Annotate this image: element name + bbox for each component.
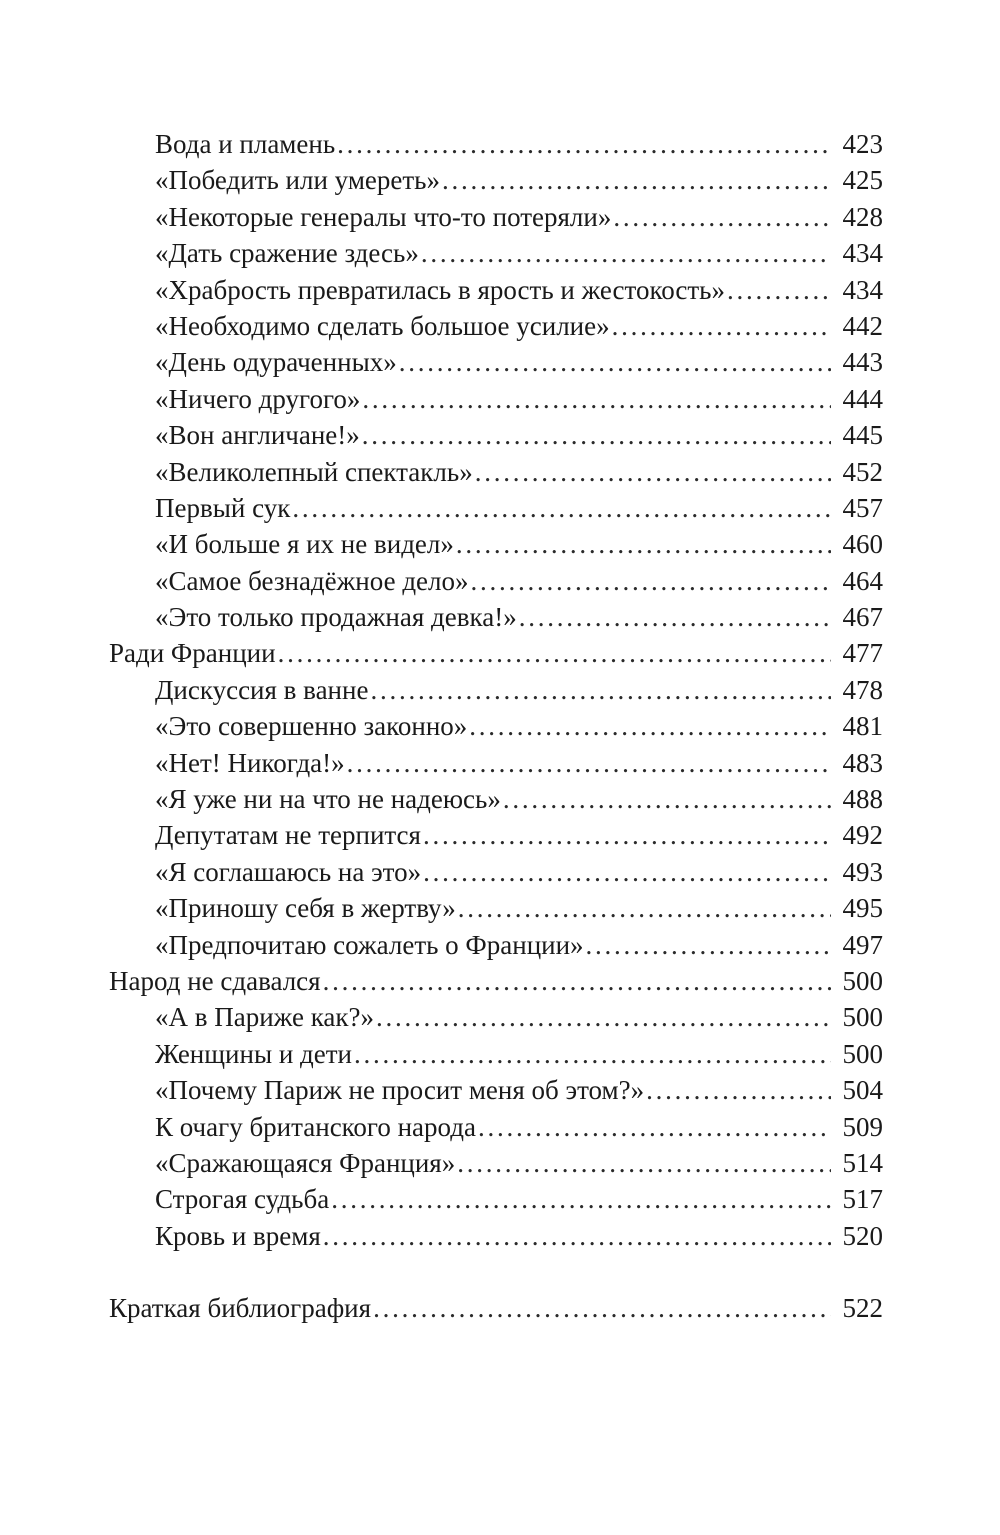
toc-entry-page-number: 495 <box>842 893 883 924</box>
toc-subsection-entry <box>109 344 883 380</box>
toc-entry-page-number: 483 <box>842 747 883 778</box>
toc-entry-title: «А в Париже как?» <box>155 1002 375 1033</box>
toc-entry-title: «Это совершенно законно» <box>155 711 468 742</box>
toc-entry-page-number: 445 <box>842 420 883 451</box>
toc-entry-page-number: 425 <box>842 165 883 196</box>
dot-leader <box>457 1145 831 1181</box>
toc-bibliography-entry <box>109 1290 883 1326</box>
toc-entry-page-number: 477 <box>842 638 883 669</box>
dot-leader <box>354 1036 831 1072</box>
toc-entry-page-number: 428 <box>842 201 883 232</box>
toc-entry-title: «Предпочитаю сожалеть о Франции» <box>155 929 584 960</box>
toc-entry-title: «Необходимо сделать большое усилие» <box>155 310 610 341</box>
toc-section-entry <box>109 635 883 671</box>
dot-leader <box>347 745 831 781</box>
toc-entry-page-number: 509 <box>842 1111 883 1142</box>
dot-leader <box>362 381 831 417</box>
dot-leader <box>323 1218 831 1254</box>
toc-entry-page-number: 492 <box>842 820 883 851</box>
toc-entry-page-number: 434 <box>842 274 883 305</box>
dot-leader <box>421 235 831 271</box>
dot-leader <box>292 490 831 526</box>
dot-leader <box>323 963 831 999</box>
toc-entry-title: Депутатам не терпится <box>155 820 421 851</box>
toc-entry-page-number: 488 <box>842 784 883 815</box>
toc-entry-title: «Почему Париж не просит меня об этом?» <box>155 1075 645 1106</box>
toc-entry-title: «Дать сражение здесь» <box>155 238 419 269</box>
toc-entry-page-number: 517 <box>842 1184 883 1215</box>
toc-entry-title: Первый сук <box>155 492 291 523</box>
toc-entry-page-number: 434 <box>842 238 883 269</box>
dot-leader <box>586 927 831 963</box>
toc-entry-title: «Я соглашаюсь на это» <box>155 856 422 887</box>
dot-leader <box>646 1072 831 1108</box>
dot-leader <box>376 999 831 1035</box>
toc-entry-title: Краткая библиография <box>109 1293 372 1324</box>
dot-leader <box>362 417 831 453</box>
toc-entry-title: Строгая судьба <box>155 1184 330 1215</box>
toc-entry-page-number: 460 <box>842 529 883 560</box>
dot-leader <box>370 672 831 708</box>
toc-entry-title: Дискуссия в ванне <box>155 674 369 705</box>
toc-entry-title: «День одураченных» <box>155 347 397 378</box>
toc-subsection-entry <box>109 817 883 853</box>
toc-subsection-entry <box>109 199 883 235</box>
toc-entry-title: «Самое безнадёжное дело» <box>155 565 469 596</box>
dot-leader <box>612 308 831 344</box>
toc-entry-title: «Это только продажная девка!» <box>155 602 517 633</box>
toc-subsection-entry <box>109 927 883 963</box>
toc-subsection-entry <box>109 854 883 890</box>
toc-entry-page-number: 522 <box>842 1293 883 1324</box>
toc-entry-title: Вода и пламень <box>155 129 336 159</box>
dot-leader <box>456 526 831 562</box>
dot-leader <box>423 854 831 890</box>
toc-entry-page-number: 504 <box>842 1075 883 1106</box>
toc-entry-page-number: 500 <box>842 1038 883 1069</box>
toc-entry-title: «Вон англичане!» <box>155 420 360 451</box>
toc-subsection-entry <box>109 1145 883 1181</box>
toc-subsection-entry <box>109 1109 883 1145</box>
dot-leader <box>519 599 831 635</box>
toc-subsection-entry <box>109 1072 883 1108</box>
toc-entry-page-number: 500 <box>842 965 883 996</box>
toc-subsection-entry <box>109 308 883 344</box>
dot-leader <box>278 635 831 671</box>
toc-entry-page-number: 514 <box>842 1147 883 1178</box>
toc-entry-title: «Нет! Никогда!» <box>155 747 345 778</box>
dot-leader <box>613 199 831 235</box>
toc-entry-title: «Храбрость превратилась в ярость и жестокость» <box>155 274 725 305</box>
dot-leader <box>727 272 831 308</box>
toc-subsection-entry <box>109 1036 883 1072</box>
toc-entry-title: Кровь и время <box>155 1220 321 1251</box>
toc-entry-page-number: 443 <box>842 347 883 378</box>
toc-entry-page-number: 467 <box>842 602 883 633</box>
toc-subsection-entry <box>109 454 883 490</box>
toc-entry-page-number: 500 <box>842 1002 883 1033</box>
toc-entry-page-number: 497 <box>842 929 883 960</box>
toc-entry-page-number: 457 <box>842 492 883 523</box>
toc-subsection-entry <box>109 526 883 562</box>
toc-subsection-entry <box>109 708 883 744</box>
toc-entry-title: «Сражающаяся Франция» <box>155 1147 456 1178</box>
toc-entry-title: «Я уже ни на что не надеюсь» <box>155 784 501 815</box>
toc-entry-title: «Некоторые генералы что-то потеряли» <box>155 201 612 232</box>
toc-entry-title: Женщины и дети <box>155 1038 353 1069</box>
toc-subsection-entry <box>109 162 883 198</box>
toc-entry-page-number: 478 <box>842 674 883 705</box>
toc-subsection-entry <box>109 890 883 926</box>
toc-entry-page-number: 493 <box>842 856 883 887</box>
dot-leader <box>399 344 831 380</box>
dot-leader <box>423 817 831 853</box>
toc-section-entry <box>109 963 883 999</box>
dot-leader <box>471 563 831 599</box>
dot-leader <box>373 1290 831 1326</box>
toc-entry-title: «Приношу себя в жертву» <box>155 893 456 924</box>
toc-entry-page-number: 442 <box>842 310 883 341</box>
toc-entry-page-number: 520 <box>842 1220 883 1251</box>
toc-entry-title: Ради Франции <box>109 638 276 669</box>
toc-entry-page-number: 452 <box>842 456 883 487</box>
toc-subsection-entry <box>109 999 883 1035</box>
toc-subsection-entry <box>109 235 883 271</box>
toc-subsection-entry <box>109 126 883 162</box>
toc-subsection-entry <box>109 672 883 708</box>
dot-leader <box>331 1181 831 1217</box>
table-of-contents <box>109 126 883 1327</box>
toc-subsection-entry <box>109 781 883 817</box>
toc-subsection-entry <box>109 272 883 308</box>
toc-subsection-entry <box>109 490 883 526</box>
dot-leader <box>469 708 831 744</box>
toc-entry-title: «Победить или умереть» <box>155 165 440 196</box>
toc-entry-title: «Ничего другого» <box>155 383 361 414</box>
toc-subsection-entry <box>109 745 883 781</box>
dot-leader <box>475 454 831 490</box>
dot-leader <box>458 890 831 926</box>
toc-subsection-entry <box>109 1181 883 1217</box>
dot-leader <box>478 1109 831 1145</box>
toc-entry-title: Народ не сдавался <box>109 965 321 996</box>
toc-subsection-entry <box>109 563 883 599</box>
dot-leader <box>442 162 831 198</box>
toc-entry-page-number: 444 <box>842 383 883 414</box>
toc-entry-page-number: 423 <box>842 129 883 159</box>
toc-subsection-entry <box>109 599 883 635</box>
dot-leader <box>337 126 831 162</box>
toc-entry-title: К очагу британского народа <box>155 1111 476 1142</box>
toc-subsection-entry <box>109 1218 883 1254</box>
toc-entry-page-number: 464 <box>842 565 883 596</box>
toc-subsection-entry <box>109 381 883 417</box>
toc-entry-page-number: 481 <box>842 711 883 742</box>
toc-entry-title: «И больше я их не видел» <box>155 529 454 560</box>
toc-entry-title: «Великолепный спектакль» <box>155 456 473 487</box>
toc-subsection-entry <box>109 417 883 453</box>
dot-leader <box>503 781 831 817</box>
